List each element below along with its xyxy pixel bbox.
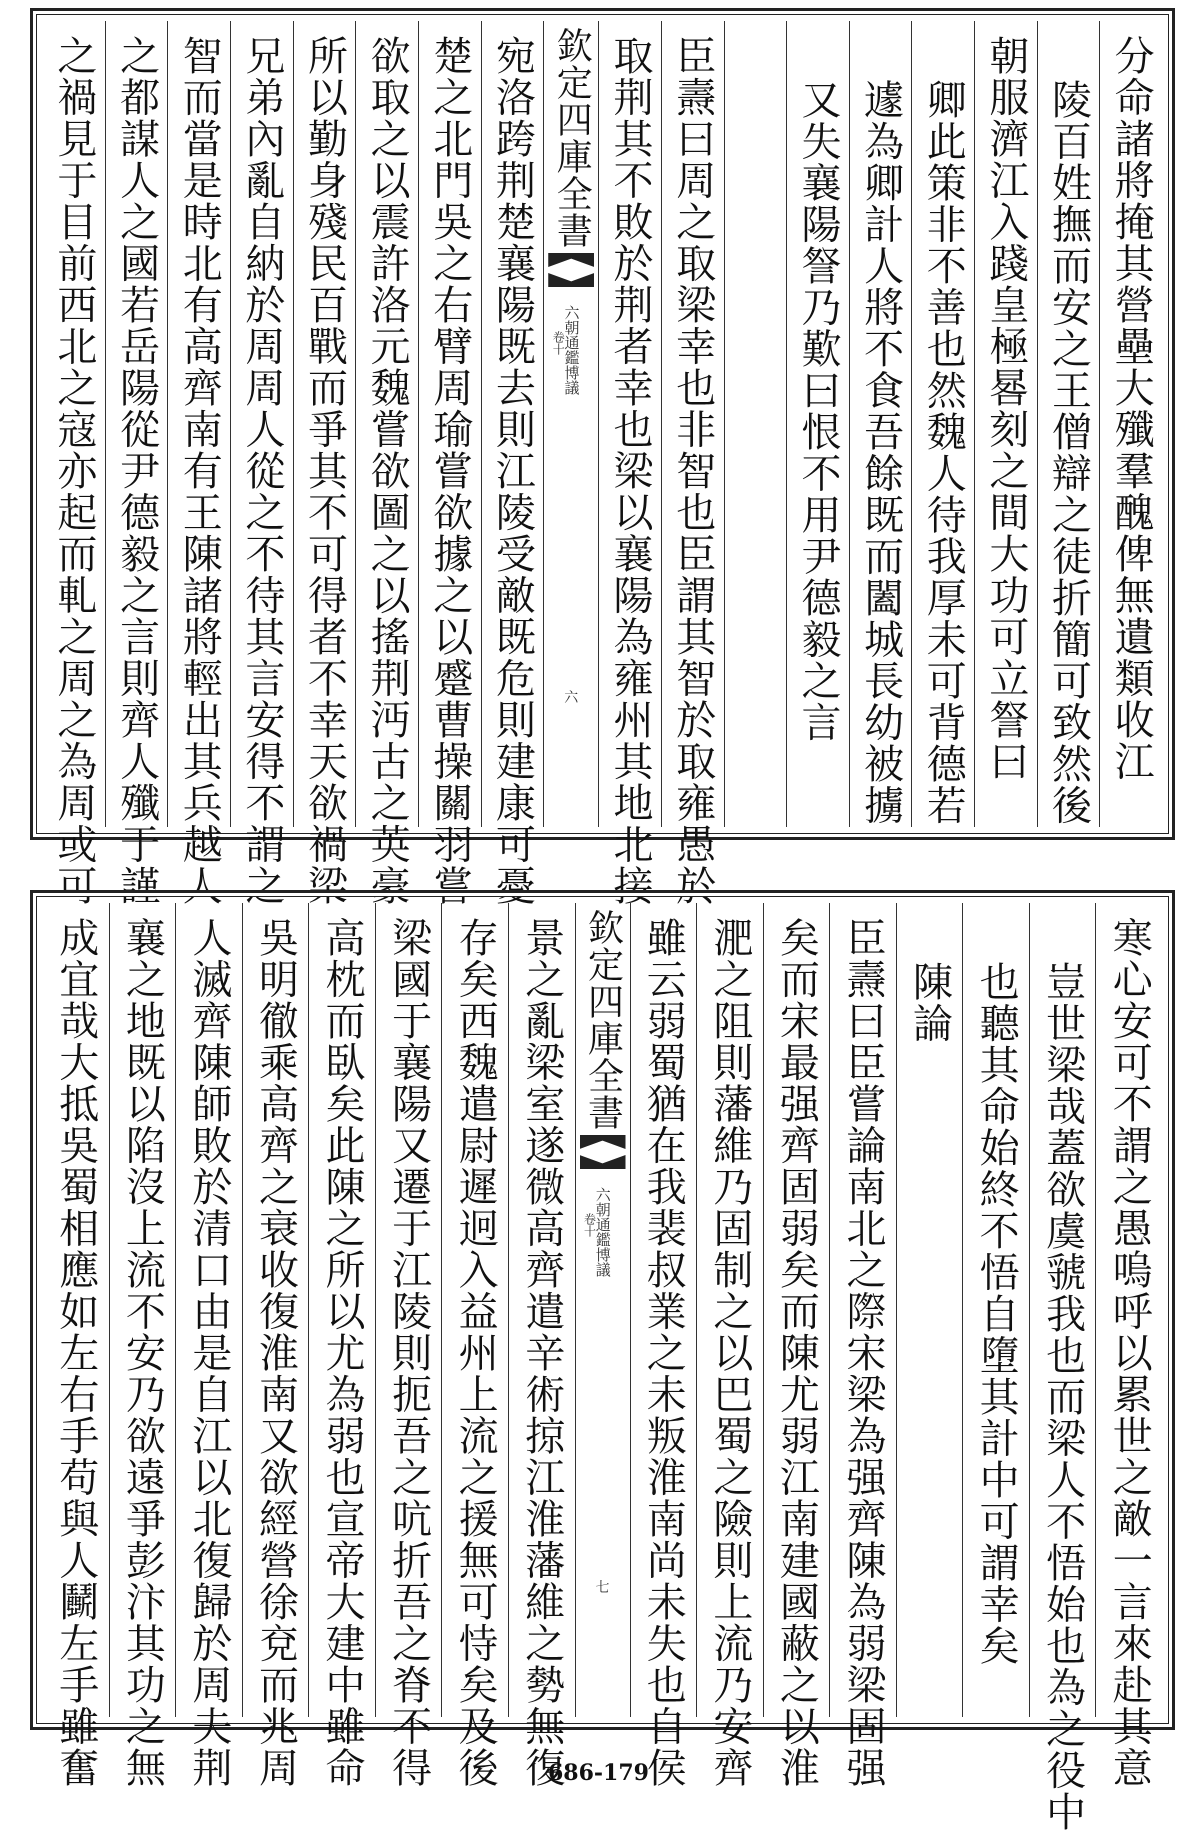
- text-column: 欲取之以震許洛元魏嘗欲圖之以搖荆沔古之英豪: [355, 21, 418, 827]
- text-column: 分命諸將掩其營壘大殲羣醜俾無遺類收江: [1099, 21, 1162, 827]
- text-column: 朝服濟江入踐皇極晷刻之間大功可立詧曰: [974, 21, 1037, 827]
- text-column: 楚之北門吳之右臂周瑜嘗欲據之以蹙曹操關羽嘗: [418, 21, 481, 827]
- text-column: 兄弟內亂自納於周周人從之不待其言安得不謂之: [230, 21, 293, 827]
- text-column: 襄之地既以陷沒上流不安乃欲遠爭彭汴其功之無: [109, 903, 176, 1717]
- text-column: 所以勤身殘民百戰而爭其不可得者不幸天欲禍梁: [293, 21, 356, 827]
- text-column: 之都謀人之國若岳陽從尹德毅之言則齊人殲于謹: [105, 21, 168, 827]
- text-column: 遽為卿計人將不食吾餘既而闔城長幼被擄: [849, 21, 912, 827]
- text-column: 卿此策非不善也然魏人待我厚未可背德若: [911, 21, 974, 827]
- text-column: 景之亂梁室遂微高齊遣辛術掠江淮藩維之勢無復: [508, 903, 575, 1717]
- leaf-number: 七: [595, 1580, 610, 1596]
- volume-label: 卷十: [551, 331, 566, 355]
- text-column: 宛洛跨荆楚襄陽既去則江陵受敵既危則建康可憂: [481, 21, 544, 827]
- text-column: 淝之阻則藩維乃固制之以巴蜀之險則上流乃安齊: [696, 903, 763, 1717]
- text-column: 梁國于襄陽又遷于江陵則扼吾之吭折吾之脊不得: [375, 903, 442, 1717]
- section-heading: 陳論: [906, 961, 953, 1044]
- leaf-number: 六: [564, 690, 579, 706]
- text-column: 矣而宋最强齊固弱矣而陳尤弱江南建國蔽之以淮: [763, 903, 830, 1717]
- text-column: 雖云弱蜀猶在我裴叔業之未叛淮南尚未失也自侯: [630, 903, 697, 1717]
- text-column: 智而當是時北有高齊南有王陳諸將輕出其兵越人: [167, 21, 230, 827]
- book-subtitle: 六朝通鑑博議: [562, 305, 581, 395]
- text-column: 臣燾曰周之取梁幸也非智也臣謂其智於取雍愚於: [661, 21, 724, 827]
- page-top: [30, 8, 1175, 907]
- text-column: 人滅齊陳師敗於清口由是自江以北復歸於周夫荆: [175, 903, 242, 1717]
- text-column: 豈世梁哉蓋欲虞虢我也而梁人不悟始也為之役中: [1029, 903, 1096, 1717]
- text-column: 存矣西魏遣尉遲迥入益州上流之援無可恃矣及後: [441, 903, 508, 1717]
- fishtail-ornament: [548, 253, 594, 287]
- text-column: 之禍見于目前西北之寇亦起而軋之周之為周或可: [50, 35, 97, 907]
- volume-label: 卷十: [582, 1213, 597, 1237]
- text-column: 也聽其命始終不悟自墮其計中可謂幸矣: [962, 903, 1029, 1717]
- text-column: 取荆其不敗於荆者幸也梁以襄陽為雍州其地北接: [598, 21, 661, 827]
- page-footer-number: 686-179: [548, 1760, 649, 1786]
- text-column: 高枕而臥矣此陳之所以尤為弱也宣帝大建中雖命: [308, 903, 375, 1717]
- fishtail-ornament: [580, 1135, 626, 1169]
- text-column: 臣燾曰臣嘗論南北之際宋梁為强齊陳為弱梁固强: [829, 903, 896, 1717]
- text-column: 又失襄陽詧乃歎曰恨不用尹德毅之言: [786, 21, 849, 827]
- section-heading-column: [896, 903, 963, 1717]
- page-header-column: [543, 21, 598, 827]
- text-column: 成宜哉大抵吳蜀相應如左右手苟與人鬭左手雖奮: [52, 917, 99, 1789]
- top-columns: [43, 21, 1162, 907]
- text-column: 吳明徹乘高齊之衰收復淮南又欲經營徐兗而兆周: [242, 903, 309, 1717]
- book-title: 欽定四庫全書: [582, 909, 624, 1131]
- text-column-blank: [724, 21, 787, 827]
- book-subtitle: 六朝通鑑博議: [593, 1187, 612, 1277]
- text-column: 寒心安可不謂之愚嗚呼以累世之敵一言來赴其意: [1095, 903, 1162, 1717]
- page-header-column: [575, 903, 630, 1717]
- book-title: 欽定四庫全書: [551, 27, 593, 249]
- text-column: 陵百姓撫而安之王僧辯之徒折簡可致然後: [1037, 21, 1100, 827]
